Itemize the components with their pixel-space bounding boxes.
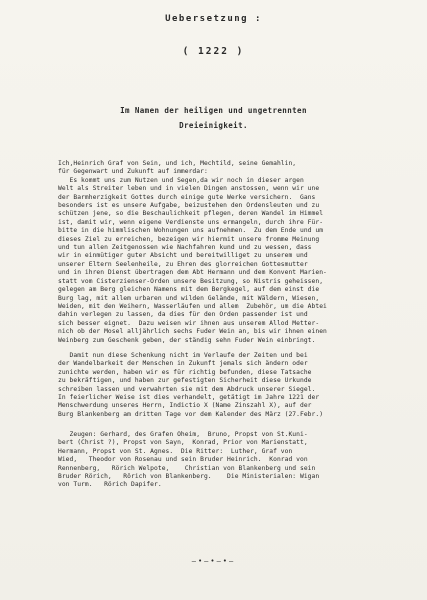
document-reference-year: ( 1222 ) — [182, 46, 245, 57]
text-line: und tun allen Zeitgenossen wie Nachfahren kund und zu wessen, dass — [58, 244, 312, 252]
text-line: zunichte werden, haben wir es für richtig befunden, diese Tatsache — [58, 368, 312, 376]
text-line: schreiben lassen und verwahrten sie mit dem Abdruck unserer Siegel. — [58, 385, 316, 393]
text-line: für Gegenwart und Zukunft auf immerdar: — [58, 168, 208, 176]
text-line: Weinberg zum Geschenk geben, der ständig sehn Fuder Wein einbringt. — [58, 336, 316, 344]
text-line: der Barmherzigkeit Gottes durch einige gute Werke versichern. Gans — [58, 193, 316, 201]
document-title: Uebersetzung : — [165, 14, 262, 24]
text-line: nich ob der Mosel alljährlich sechs Fuder Wein an, bis wir ihnen einen — [58, 328, 327, 336]
text-line: Menschwerdung unseres Herrn, Indictio X (Name Zinszahl X), auf der — [58, 402, 312, 410]
text-line: ist, damit wir, wenn eigene Verdienste uns ermangeln, durch ihre Für- — [58, 218, 324, 226]
text-line: Rennenberg, Rörich Welpote, Christian von Blankenberg und sein — [58, 464, 316, 472]
text-line: Es kommt uns zum Nutzen und Segen,da wir noch in dieser argen — [58, 176, 304, 184]
paragraph-witnesses — [58, 431, 416, 490]
text-line: Weiden, mit den Weihern, Wasserläufen und allem Zubehör, um die Abtei — [58, 302, 327, 310]
text-line: bert (Christ ?), Propst von Sayn, Konrad, Prior von Marienstatt, — [58, 439, 308, 447]
text-line: von Turm. Rörich Dapifer. — [58, 481, 162, 489]
invocation-line-2: Dreieinigkeit. — [179, 121, 248, 130]
text-line: der Wandelbarkeit der Menschen in Zukunft jemals sich ändern oder — [58, 360, 308, 368]
text-line: schützen jene, so die Beschaulichkeit pflegen, deren Wandel im Himmel — [58, 210, 324, 218]
text-line: zu bekräftigen, und haben zur gefestigten Sicherheit diese Urkunde — [58, 377, 312, 385]
text-line: Hermann, Propst von St. Agnes. Die Ritter: Luther, Graf von — [58, 447, 293, 455]
text-line: Zeugen: Gerhard, des Grafen Oheim, Bruno, Propst von St.Kuni- — [58, 431, 308, 438]
end-mark-ornament: —•—•—•— — [191, 557, 236, 565]
text-line: gelegen am Berg gleichen Namens mit dem Bergkegel, auf dem einst die — [58, 286, 320, 294]
paragraph-grant — [58, 160, 416, 345]
text-line: dieses Ziel zu erreichen, bezeigen wir hiermit unsere fromme Meinung — [58, 235, 320, 243]
text-line: bitte in die himmlischen Wohnungen uns aufnehmen. Zu dem Ende und um — [58, 227, 324, 235]
text-line: In feierlicher Weise ist dies verhandelt, getätigt im Jahre 1221 der — [58, 394, 320, 402]
text-line: Welt als Streiter leben und in vielen Dingen anstossen, wenn wir une — [58, 185, 320, 193]
text-line: unserer Eltern Seelenheile, zu Ehren des glorreichen Gottesmutter — [58, 260, 308, 268]
text-line: wir in einmütiger guter Absicht und bereitwilliget zu unserem und — [58, 252, 308, 260]
text-line: Damit nun diese Schenkung nicht im Verlaufe der Zeiten und bei — [58, 352, 308, 359]
text-line: Burg lag, mit allem urbaren und wilden Gelände, mit Wäldern, Wiesen, — [58, 294, 320, 302]
text-line: dahin verlegen zu lassen, da dies für den Orden passender ist und — [58, 311, 308, 319]
text-line: Burg Blankenberg am dritten Tage vor dem Kalender des März (27.Febr.) — [58, 410, 324, 418]
text-line: Bruder Rörich, Rörich von Blankenberg. Die Ministerialen: Wigan — [58, 473, 320, 481]
text-line: und in ihren Dienst übertragen dem Abt Hermann und dem Konvent Marien- — [58, 269, 327, 277]
text-line: Ich,Heinrich Graf von Sein, und ich, Mechtild, seine Gemahlin, — [58, 160, 297, 167]
text-line: Wied, Theodor von Rosenau und sein Bruder Heinrich. Konrad von — [58, 456, 308, 464]
paragraph-confirmation — [58, 352, 416, 419]
text-line: sich besser eignet. Dazu weisen wir ihnen aus unserem Allod Metter- — [58, 319, 320, 327]
text-line: besonders ist es unsere Aufgabe, beizustehen den Ordensleuten und zu — [58, 202, 320, 210]
invocation-line-1: Im Namen der heiligen und ungetrennten — [120, 106, 307, 115]
text-line: statt vom Cisterzienser-Orden unsere Besitzung, so Nistris geheissen, — [58, 277, 324, 285]
